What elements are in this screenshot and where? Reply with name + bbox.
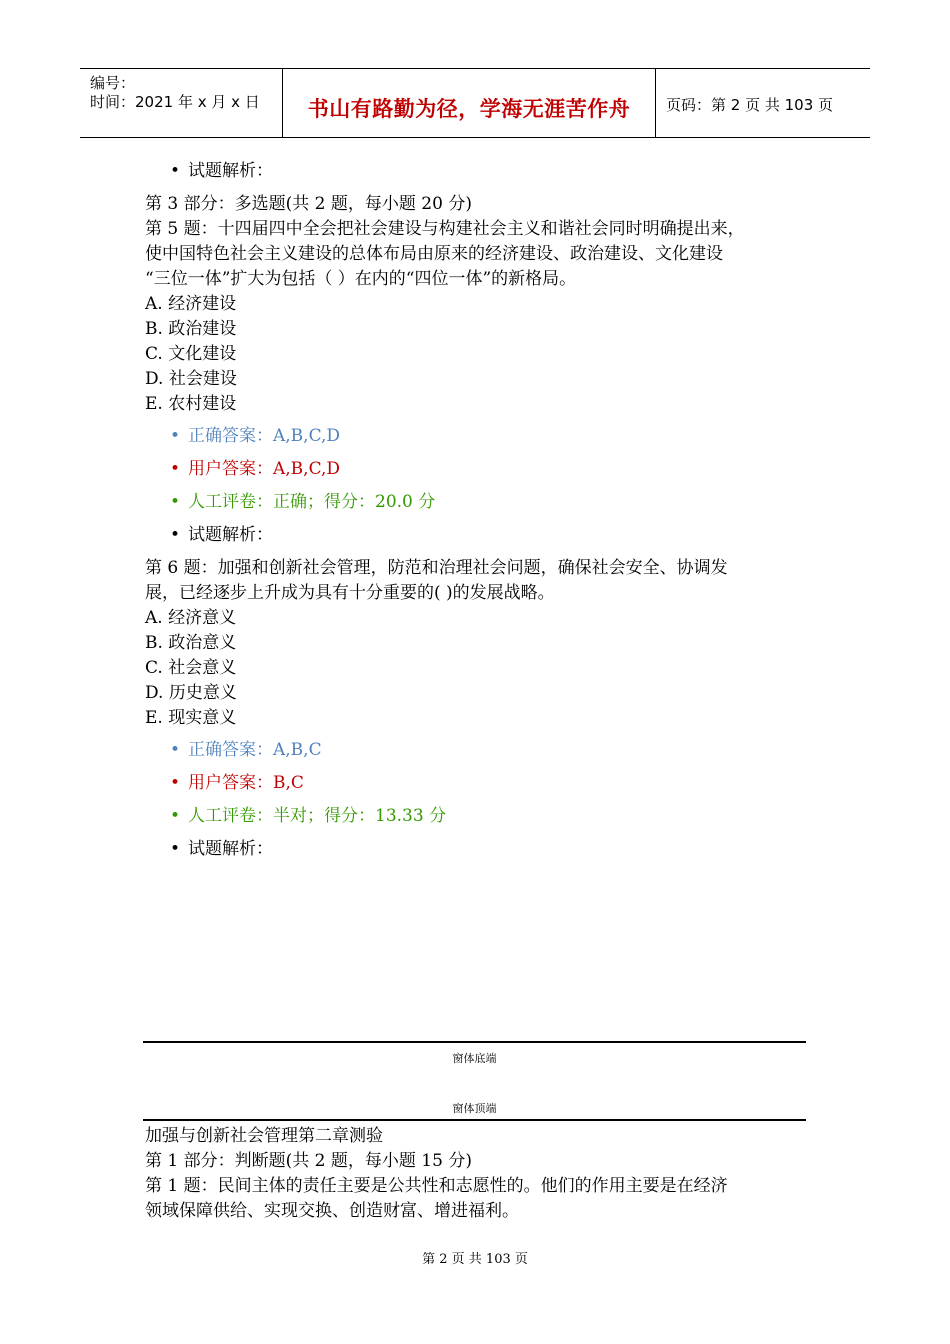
question-6-option-a: A. 经济意义: [145, 608, 237, 628]
header-info-cell: [80, 69, 283, 137]
bullet-icon: •: [170, 839, 181, 859]
bullet-icon: •: [170, 492, 181, 512]
form-top-divider: [143, 1119, 806, 1121]
bullet-icon: •: [170, 459, 181, 479]
question-1-text-line: 领域保障供给、实现交换、创造财富、增进福利。: [145, 1201, 519, 1221]
question-5-option-b: B. 政治建设: [145, 319, 237, 339]
question-5-user-answer: • 用户答案：A,B,C,D: [170, 457, 340, 482]
question-5-option-a: A. 经济建设: [145, 294, 237, 314]
question-6-option-d: D. 历史意义: [145, 683, 237, 703]
question-4-analysis: • 试题解析：: [170, 159, 273, 184]
question-6-option-b: B. 政治意义: [145, 633, 237, 653]
header-motto: 书山有路勤为径，学海无涯苦作舟: [307, 97, 631, 121]
bullet-icon: •: [170, 161, 181, 181]
question-5-option-d: D. 社会建设: [145, 369, 237, 389]
bullet-icon: •: [170, 806, 181, 826]
section-1-title: 第 1 部分：判断题(共 2 题，每小题 15 分): [145, 1151, 472, 1171]
page-header: [80, 68, 870, 138]
question-6-text-line: 展，已经逐步上升成为具有十分重要的( )的发展战略。: [145, 583, 555, 603]
question-5-text-line: 第 5 题：十四届四中全会把社会建设与构建社会主义和谐社会同时明确提出来，: [145, 219, 745, 239]
question-6-grading: • 人工评卷：半对；得分：13.33 分: [170, 804, 446, 829]
document-number-label: 编号：: [90, 74, 136, 92]
question-5-text-line: 使中国特色社会主义建设的总体布局由原来的经济建设、政治建设、文化建设: [145, 244, 723, 264]
question-1-text-line: 第 1 题：民间主体的责任主要是公共性和志愿性的。他们的作用主要是在经济: [145, 1176, 728, 1196]
page-footer: 第 2 页 共 103 页: [422, 1252, 528, 1267]
document-time-label: 时间：2021 年 x 月 x 日: [90, 93, 260, 111]
bullet-icon: •: [170, 525, 181, 545]
form-top-label: 窗体顶端: [452, 1102, 497, 1115]
question-6-option-c: C. 社会意义: [145, 658, 237, 678]
form-bottom-divider: [143, 1041, 806, 1043]
question-5-text-line: “三位一体”扩大为包括（ ）在内的“四位一体”的新格局。: [145, 269, 577, 289]
question-6-option-e: E. 现实意义: [145, 708, 237, 728]
question-6-analysis: • 试题解析：: [170, 837, 273, 862]
header-page-number: 页码：第 2 页 共 103 页: [666, 96, 834, 114]
header-page-cell: [656, 69, 870, 137]
question-6-user-answer: • 用户答案：B,C: [170, 771, 304, 796]
header-motto-cell: [283, 69, 656, 137]
question-5-correct-answer: • 正确答案：A,B,C,D: [170, 424, 340, 449]
question-5-option-e: E. 农村建设: [145, 394, 237, 414]
form-bottom-label: 窗体底端: [452, 1052, 497, 1065]
bullet-icon: •: [170, 773, 181, 793]
section-3-title: 第 3 部分：多选题(共 2 题，每小题 20 分): [145, 194, 472, 214]
question-5-grading: • 人工评卷：正确；得分：20.0 分: [170, 490, 435, 515]
question-5-analysis: • 试题解析：: [170, 523, 273, 548]
bullet-icon: •: [170, 740, 181, 760]
question-6-correct-answer: • 正确答案：A,B,C: [170, 738, 322, 763]
question-6-text-line: 第 6 题：加强和创新社会管理，防范和治理社会问题，确保社会安全、协调发: [145, 558, 728, 578]
chapter-title: 加强与创新社会管理第二章测验: [145, 1126, 383, 1146]
bullet-icon: •: [170, 426, 181, 446]
question-5-option-c: C. 文化建设: [145, 344, 237, 364]
